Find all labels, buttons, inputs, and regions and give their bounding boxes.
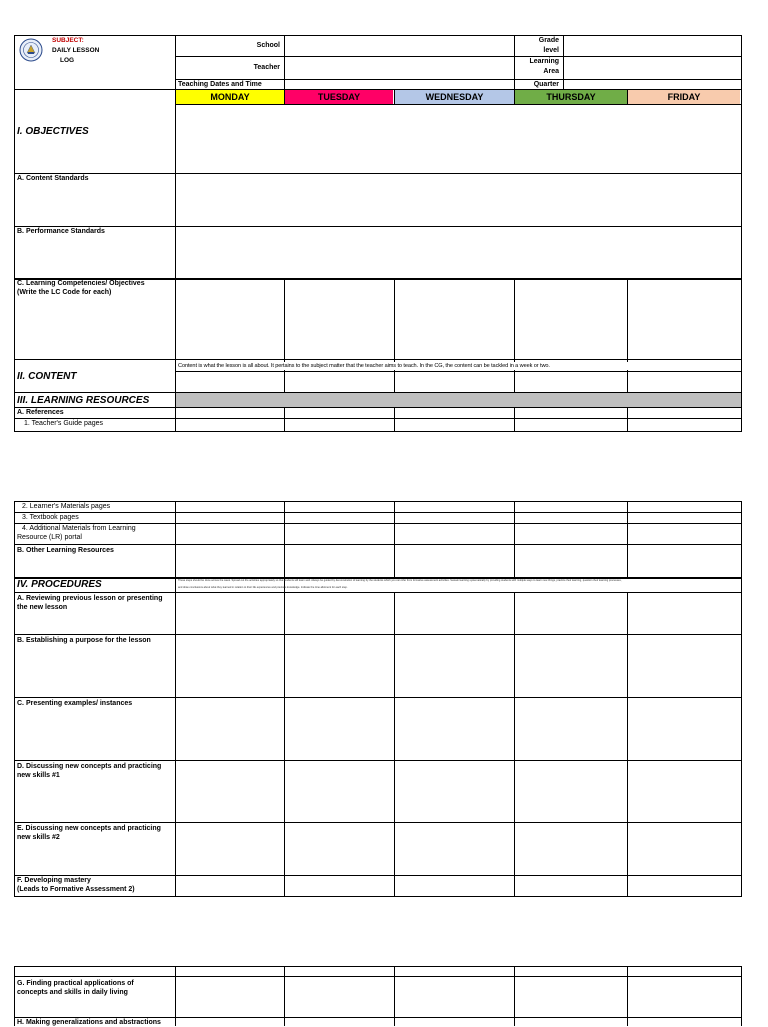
performance-standards-field[interactable] (176, 227, 740, 277)
competencies-label-1: C. Learning Competencies/ Objectives (17, 280, 145, 287)
procedure-e-label-1: E. Discussing new concepts and practicing (17, 825, 161, 832)
content-standards-label: A. Content Standards (17, 175, 89, 182)
section-procedures: IV. PROCEDURES (17, 579, 102, 590)
procedure-d-label-2: new skills #1 (17, 772, 60, 779)
procedures-note-2: and draw conclusions about what they learned in relation to their life experiences and previous knowledge. Indicate the time allotment for each step. (178, 586, 348, 589)
other-resources-label: B. Other Learning Resources (17, 547, 114, 554)
textbook-label: 3. Textbook pages (22, 514, 79, 521)
section-learning-resources: III. LEARNING RESOURCES (17, 395, 150, 406)
day-header-wednesday: WEDNESDAY (395, 90, 514, 104)
school-field[interactable] (285, 36, 513, 56)
grade-label-1: Grade (538, 37, 559, 44)
procedure-g-label-1: G. Finding practical applications of (17, 980, 134, 987)
references-label: A. References (17, 409, 64, 416)
content-note: Content is what the lesson is all about. It pertains to the subject matter that the teacher aims to teach. In the CG, the content can be tackled in a week or two. (178, 362, 738, 370)
procedure-f-label-1: F. Developing mastery (17, 877, 91, 884)
procedure-g-label-2: concepts and skills in daily living (17, 989, 128, 996)
day-header-monday: MONDAY (176, 90, 284, 104)
deped-seal-icon (19, 38, 43, 62)
teacher-field[interactable] (285, 57, 513, 78)
dates-label: Teaching Dates and Time (178, 81, 262, 88)
competencies-label-2: (Write the LC Code for each) (17, 289, 112, 296)
day-header-thursday: THURSDAY (515, 90, 627, 104)
resources-band (176, 393, 741, 407)
day-header-friday: FRIDAY (628, 90, 740, 104)
area-label-1: Learning (529, 58, 559, 65)
grade-field[interactable] (564, 36, 740, 56)
procedure-c-label: C. Presenting examples/ instances (17, 700, 133, 707)
teachers-guide-label: 1. Teacher's Guide pages (24, 420, 104, 427)
additional-materials-label-1: 4. Additional Materials from Learning (22, 525, 136, 532)
performance-standards-label: B. Performance Standards (17, 228, 105, 235)
quarter-label: Quarter (533, 81, 559, 88)
dates-field[interactable] (285, 80, 513, 89)
teacher-label: Teacher (253, 64, 280, 71)
log-title-line-1: DAILY LESSON (52, 47, 100, 54)
section-objectives: I. OBJECTIVES (17, 126, 89, 137)
subject-label: SUBJECT: (52, 37, 84, 44)
procedure-e-label-2: new skills #2 (17, 834, 60, 841)
procedure-f-label-2: (Leads to Formative Assessment 2) (17, 886, 135, 893)
procedures-note-1: These steps should be done across the week. Spread out the activities appropriately so that students will learn well. Always be guided by demonstration of learning by the students which you can infer from formative assessment activities. Sustain learning systematically by providing students with multiple ways to learn new things, practice their learning, question their learning processes, (178, 579, 622, 582)
objectives-field[interactable] (176, 105, 740, 172)
section-content: II. CONTENT (17, 371, 77, 382)
log-title-line-2: LOG (60, 57, 75, 64)
additional-materials-label-2: Resource (LR) portal (17, 534, 82, 541)
content-standards-field[interactable] (176, 174, 740, 225)
procedure-a-label-2: the new lesson (17, 604, 68, 611)
procedure-h-label-1: H. Making generalizations and abstractions (17, 1019, 161, 1026)
procedure-b-label: B. Establishing a purpose for the lesson (17, 637, 151, 644)
area-field[interactable] (564, 57, 740, 78)
learners-materials-label: 2. Learner's Materials pages (22, 503, 111, 510)
area-label-2: Area (543, 68, 559, 75)
grade-label-2: level (543, 47, 559, 54)
procedure-d-label-1: D. Discussing new concepts and practicing (17, 763, 162, 770)
school-label: School (256, 42, 280, 49)
quarter-field[interactable] (564, 80, 740, 89)
day-header-tuesday: TUESDAY (285, 90, 393, 104)
procedure-a-label-1: A. Reviewing previous lesson or presenting (17, 595, 163, 602)
